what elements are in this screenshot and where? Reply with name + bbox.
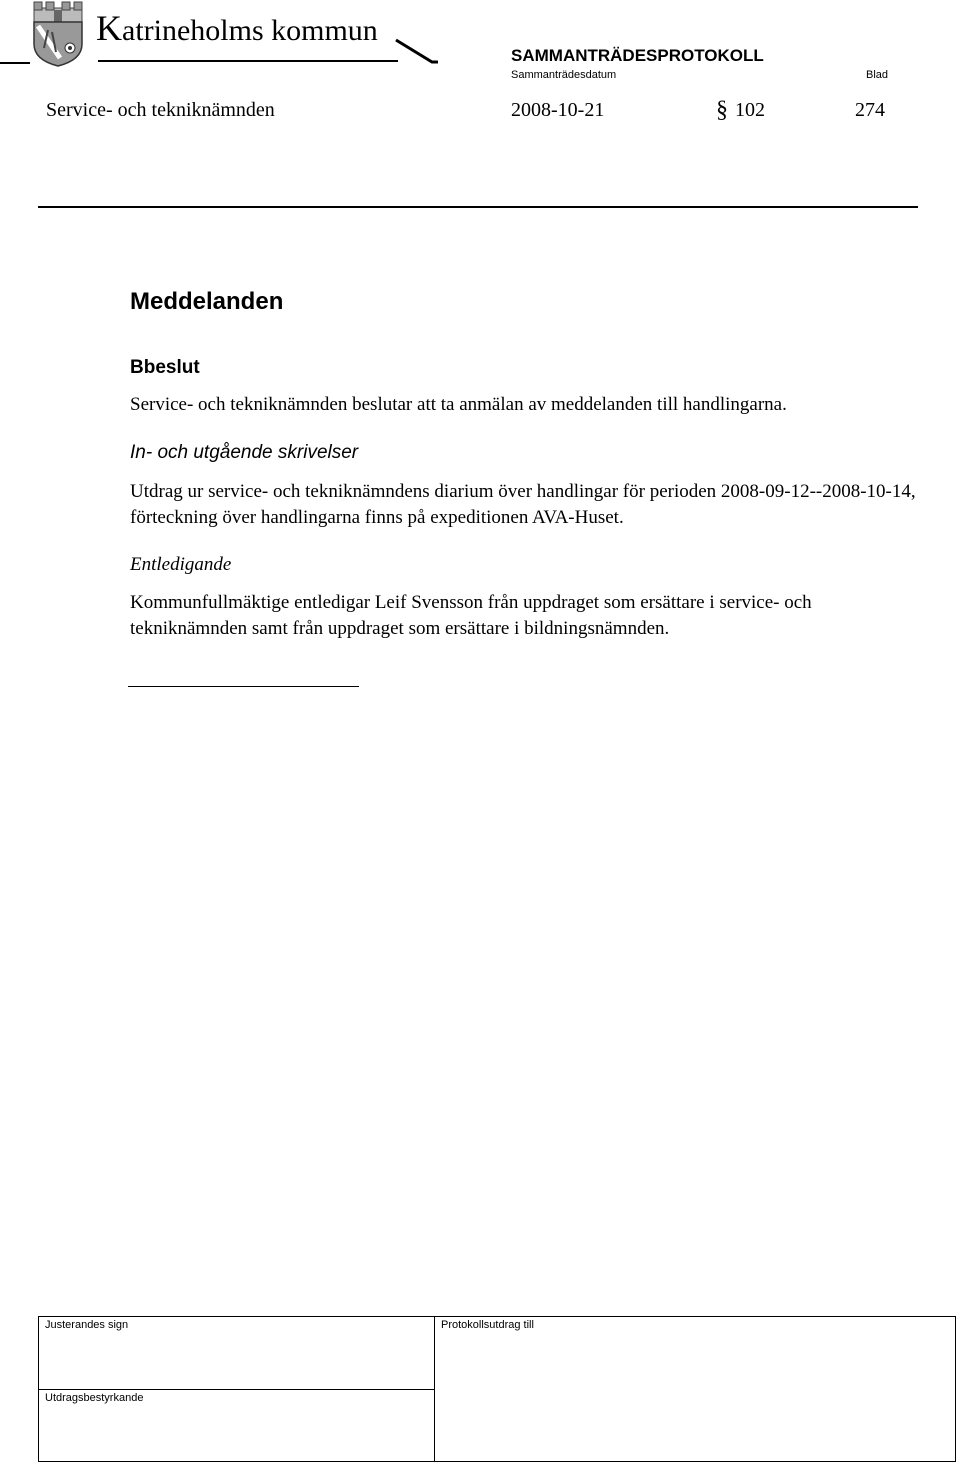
extract-recipients-label: Protokollsutdrag till [441,1319,534,1331]
paragraph-sign-icon: § [716,97,728,123]
page-label: Blad [866,69,889,81]
discharge-text: Kommunfullmäktige entledigar Leif Svensson från uppdraget som ersättare i service- och tekniknämnden samt från uppdraget som ersättare i bildningsnämnden. [130,592,812,639]
document-type-heading: SAMMANTRÄDESPROTOKOLL [511,46,764,65]
letters-text: Utdrag ur service- och tekniknämndens diarium över handlingar för perioden 2008-09-12--2008-10-14, förteckning över handlingarna finns på expeditionen AVA-Huset. [130,481,916,528]
extract-certification-label: Utdragsbestyrkande [45,1392,144,1404]
page-number: 274 [855,99,885,121]
meeting-date-label: Sammanträdesdatum [511,69,617,81]
committee-name: Service- och tekniknämnden [46,99,275,121]
logotype-underline [98,60,398,62]
header-divider [38,206,918,208]
coat-of-arms-icon [30,0,86,68]
paragraph-number: 102 [735,99,765,121]
logotype-initial: K [96,8,122,48]
decision-heading: Bbeslut [130,357,200,378]
logotype-text: atrineholms kommun [122,14,378,47]
meeting-date: 2008-10-21 [511,99,605,121]
logotype-swoosh-icon [392,36,440,66]
logo-rule-left [0,62,30,64]
municipality-logotype [96,8,378,51]
adjuster-sign-label: Justerandes sign [45,1319,129,1331]
decision-text: Service- och tekniknämnden beslutar att ta anmälan av meddelanden till handlingarna. [130,394,787,415]
section-title: Meddelanden [130,288,284,315]
letters-heading: In- och utgående skrivelser [130,442,359,463]
signature-box-hdivider [38,1389,435,1390]
section-end-rule [128,686,359,687]
discharge-heading: Entledigande [130,554,232,575]
